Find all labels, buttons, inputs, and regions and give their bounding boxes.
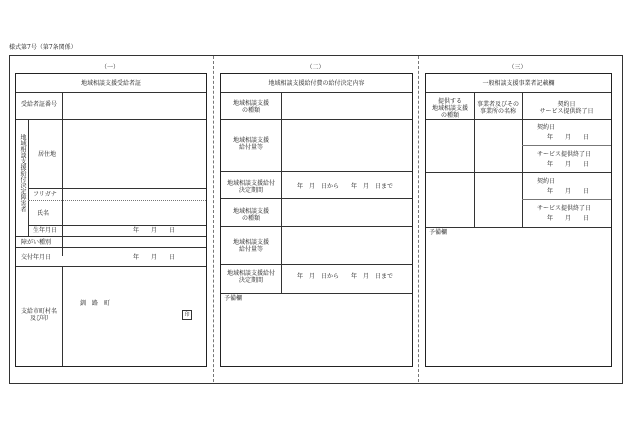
panel3-number: （三） xyxy=(508,64,527,71)
support-type-label-2: 地域相談支援 の種類 xyxy=(232,208,269,222)
service-end-value-1[interactable]: 年 月 日 xyxy=(547,161,590,168)
benefit-decision-panel xyxy=(220,73,413,367)
decision-period-label-2: 地域相談支援給付 決定期間 xyxy=(226,270,275,284)
service-end-label-2: サービス提供終了日 xyxy=(537,205,592,212)
municipality-value: 釧 路 町 xyxy=(80,300,111,307)
recipient-certificate-panel xyxy=(15,73,207,367)
contract-date-label-1: 契約日 xyxy=(537,124,556,131)
panel3-title: 一般相談支援事業者記載欄 xyxy=(482,80,555,87)
municipality-label: 支給市町村名 及び印 xyxy=(20,308,57,322)
service-end-label-1: サービス提供終了日 xyxy=(537,151,592,158)
panel1-number: （一） xyxy=(100,64,119,71)
provider-name-header: 事業者及びその 事業所の名称 xyxy=(476,101,519,115)
remarks-label: 予備欄 xyxy=(224,295,243,302)
remarks-label: 予備欄 xyxy=(429,229,448,236)
disability-type-label: 障がい種別 xyxy=(21,239,52,246)
birthdate-label: 生年月日 xyxy=(33,227,58,234)
beneficiary-vertical-label: 地域相談支援給付決定障害者 xyxy=(19,134,26,212)
provided-service-type-header: 提供する 地域相談支援 の種類 xyxy=(431,98,468,119)
name-label: 氏名 xyxy=(37,210,50,217)
issue-date-label: 交付年月日 xyxy=(21,254,52,261)
support-amount-label-1: 地域相談支援 給付量等 xyxy=(232,137,269,151)
contract-date-label-2: 契約日 xyxy=(537,178,556,185)
fold-line-1 xyxy=(213,56,214,382)
support-type-label-1: 地域相談支援 の種類 xyxy=(232,100,269,114)
provider-entry-panel xyxy=(425,73,612,367)
fold-line-2 xyxy=(418,56,419,382)
address-label: 居住地 xyxy=(38,151,57,158)
panel2-title: 地域相談支援給付費の給付決定内容 xyxy=(268,80,365,87)
contract-date-value-1[interactable]: 年 月 日 xyxy=(547,134,590,141)
contract-date-value-2[interactable]: 年 月 日 xyxy=(547,188,590,195)
recipient-number-label: 受給者証番号 xyxy=(21,101,58,108)
official-seal-mark: 印 xyxy=(182,310,192,320)
decision-period-label-1: 地域相談支援給付 決定期間 xyxy=(226,180,275,194)
decision-period-value-2[interactable]: 年 月 日から 年 月 日まで xyxy=(297,273,394,280)
panel2-number: （二） xyxy=(306,64,325,71)
birthdate-value[interactable]: 年 月 日 xyxy=(133,227,176,234)
support-amount-label-2: 地域相談支援 給付量等 xyxy=(232,239,269,253)
panel1-title: 地域相談支援受給者証 xyxy=(80,80,141,87)
form-label: 様式第7号（第7条関係） xyxy=(9,44,77,51)
contract-date-header: 契約日 サービス提供終了日 xyxy=(539,101,594,115)
decision-period-value-1[interactable]: 年 月 日から 年 月 日まで xyxy=(297,183,394,190)
issue-date-value[interactable]: 年 月 日 xyxy=(133,254,176,261)
furigana-label: フリガナ xyxy=(33,191,57,198)
service-end-value-2[interactable]: 年 月 日 xyxy=(547,215,590,222)
